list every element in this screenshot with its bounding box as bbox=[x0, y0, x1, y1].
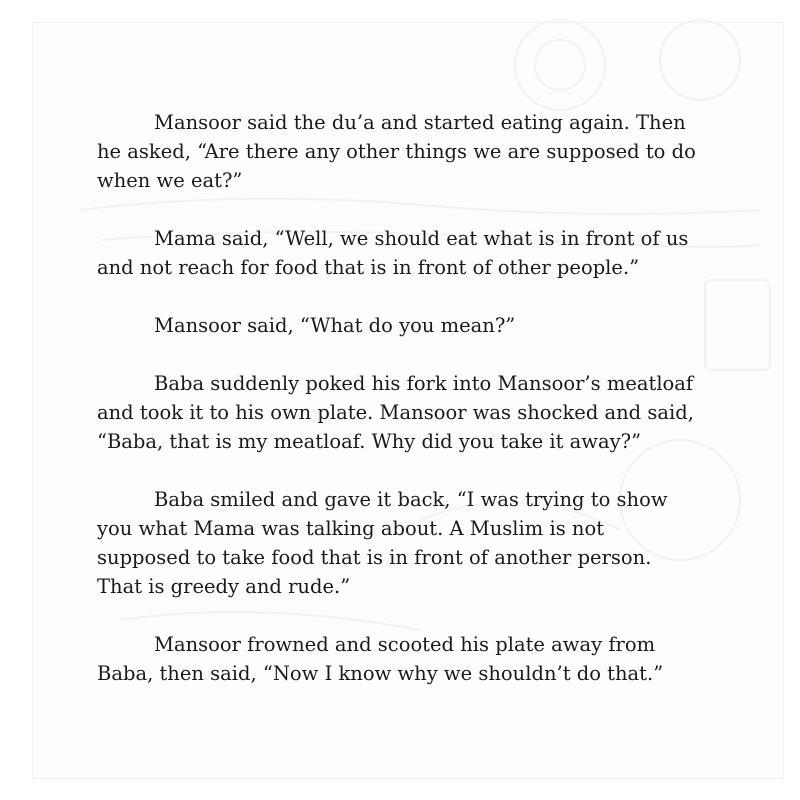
paragraph-4: Baba suddenly poked his fork into Mansoor’s meatloaf and took it to his own plate. Mansoor was shocked and said, “Baba, that is my meatloaf. Why did you take it away?” bbox=[97, 372, 694, 453]
paragraph-2: Mama said, “Well, we should eat what is in front of us and not reach for food that is in front of other people.” bbox=[97, 227, 689, 279]
paragraph-6: Mansoor frowned and scooted his plate away from Baba, then said, “Now I know why we shouldn’t do that.” bbox=[97, 633, 664, 685]
story-text bbox=[97, 108, 697, 717]
paragraph-5: Baba smiled and gave it back, “I was trying to show you what Mama was talking about. A Muslim is not supposed to take food that is in front of another person. That is greedy and rude.” bbox=[97, 488, 668, 598]
paragraph-3: Mansoor said, “What do you mean?” bbox=[154, 314, 516, 337]
paragraph-1: Mansoor said the du’a and started eating again. Then he asked, “Are there any other things we are supposed to do when we eat?” bbox=[97, 111, 696, 192]
